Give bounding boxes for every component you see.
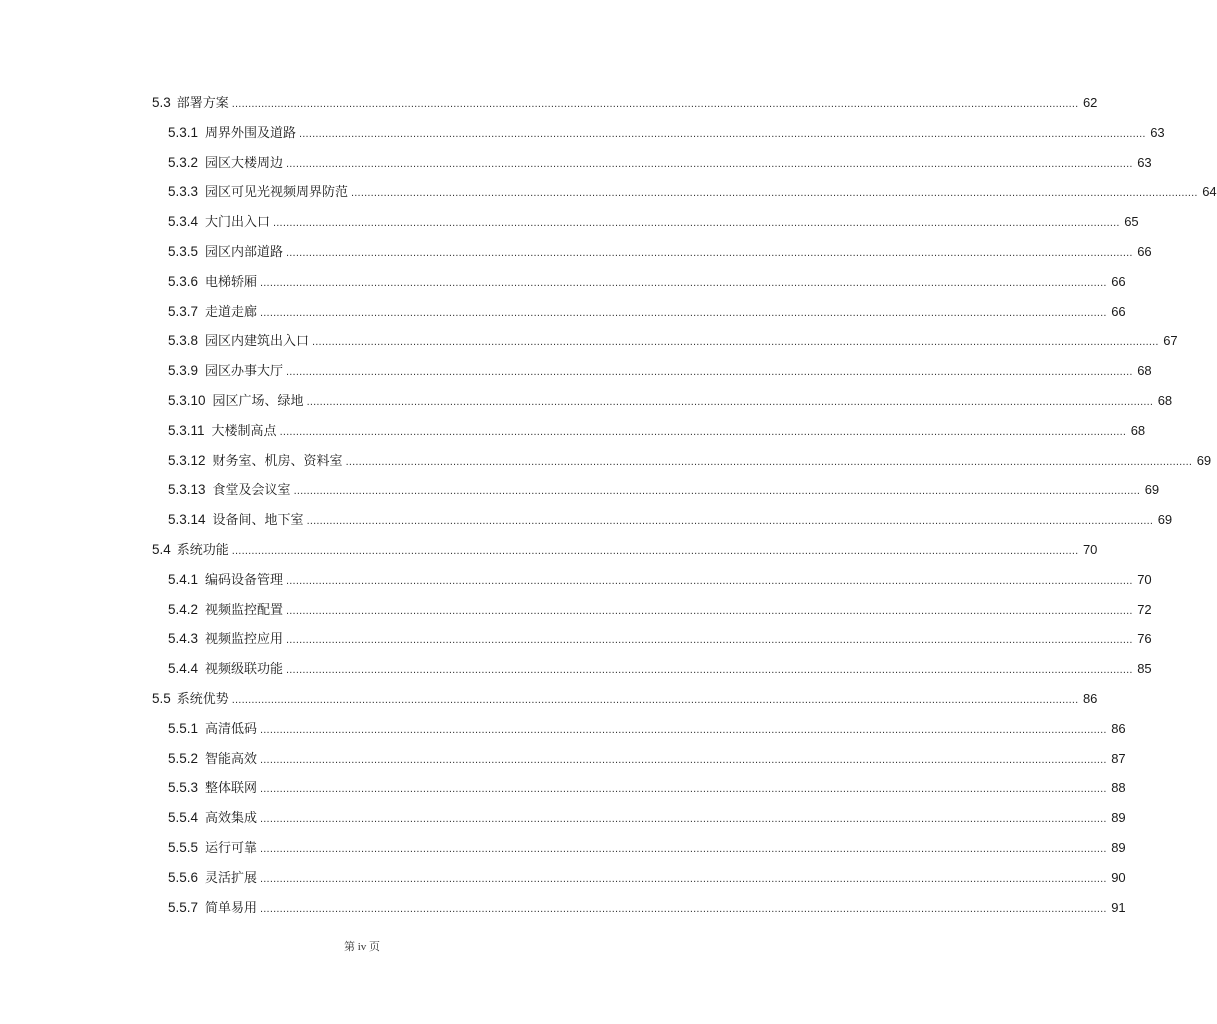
toc-entry-number: 5.3.11 <box>168 422 205 438</box>
toc-leader-dots: .................................................................................................................................................................................................................................................................... <box>286 664 1133 677</box>
toc-entry-page: 70 <box>1082 541 1098 557</box>
toc-entry-number: 5.4.3 <box>168 631 199 647</box>
toc-entry-number: 5.3.7 <box>168 303 199 319</box>
toc-entry[interactable] <box>152 654 1152 684</box>
toc-entry-number: 5.5.5 <box>168 839 199 855</box>
toc-entry[interactable] <box>152 326 1178 356</box>
toc-entry-title: 整体联网 <box>205 781 258 797</box>
toc-entry-page: 63 <box>1137 154 1152 170</box>
toc-leader-dots: .................................................................................................................................................................................................................................................................... <box>286 604 1133 617</box>
toc-leader-dots: .................................................................................................................................................................................................................................................................... <box>279 425 1127 438</box>
toc-entry-number: 5.3 <box>152 95 171 110</box>
toc-entry-title: 食堂及会议室 <box>212 483 291 499</box>
toc-entry-title: 园区可见光视频周界防范 <box>205 185 349 201</box>
toc-entry-title: 园区内建筑出入口 <box>205 334 310 350</box>
toc-entry-title: 高效集成 <box>205 811 258 827</box>
toc-entry-title: 设备间、地下室 <box>212 513 304 529</box>
toc-leader-dots: .................................................................................................................................................................................................................................................................... <box>260 783 1107 796</box>
toc-leader-dots: .................................................................................................................................................................................................................................................................... <box>260 872 1107 885</box>
toc-entry-page: 89 <box>1111 839 1126 855</box>
toc-entry[interactable] <box>152 416 1146 446</box>
toc-entry-page: 86 <box>1082 690 1098 706</box>
toc-entry-page: 63 <box>1150 124 1165 140</box>
toc-leader-dots: .................................................................................................................................................................................................................................................................... <box>231 544 1079 557</box>
toc-entry[interactable] <box>152 565 1152 595</box>
toc-leader-dots: .................................................................................................................................................................................................................................................................... <box>260 753 1107 766</box>
toc-entry-title: 大门出入口 <box>205 215 271 231</box>
toc-leader-dots: .................................................................................................................................................................................................................................................................... <box>345 455 1193 468</box>
toc-entry[interactable] <box>152 356 1152 386</box>
toc-entry-title: 园区内部道路 <box>205 244 284 260</box>
toc-entry[interactable] <box>152 684 1098 714</box>
toc-entry-number: 5.5.4 <box>168 810 199 826</box>
toc-entry-title: 园区广场、绿地 <box>212 393 304 409</box>
toc-leader-dots: .................................................................................................................................................................................................................................................................... <box>306 395 1154 408</box>
toc-entry[interactable] <box>152 744 1126 774</box>
toc-entry[interactable] <box>152 595 1152 625</box>
toc-entry-number: 5.4 <box>152 541 171 557</box>
page-footer: 第 iv 页 <box>343 941 381 953</box>
toc-entry-page: 89 <box>1111 810 1126 826</box>
toc-leader-dots: .................................................................................................................................................................................................................................................................... <box>351 187 1198 200</box>
toc-entry-number: 5.5.7 <box>168 899 199 915</box>
toc-entry[interactable] <box>152 833 1126 863</box>
toc-entry-title: 运行可靠 <box>205 840 258 856</box>
toc-leader-dots: .................................................................................................................................................................................................................................................................... <box>260 842 1107 855</box>
toc-entry-number: 5.3.2 <box>168 154 199 170</box>
toc-entry[interactable] <box>152 297 1126 327</box>
toc-entry-number: 5.3.6 <box>168 273 199 289</box>
toc-leader-dots: .................................................................................................................................................................................................................................................................... <box>286 246 1133 259</box>
toc-entry-number: 5.4.1 <box>168 571 199 587</box>
toc-entry[interactable] <box>152 773 1126 803</box>
toc-entry-title: 系统优势 <box>176 691 229 707</box>
toc-leader-dots: .................................................................................................................................................................................................................................................................... <box>286 574 1133 587</box>
toc-leader-dots: .................................................................................................................................................................................................................................................................... <box>293 485 1141 498</box>
toc-entry[interactable] <box>152 505 1173 535</box>
toc-leader-dots: .................................................................................................................................................................................................................................................................... <box>260 276 1107 289</box>
toc-entry[interactable] <box>152 863 1126 893</box>
toc-leader-dots: .................................................................................................................................................................................................................................................................... <box>299 127 1146 140</box>
toc-leader-dots: .................................................................................................................................................................................................................................................................... <box>260 902 1107 915</box>
toc-entry-title: 园区办事大厅 <box>205 364 284 380</box>
toc-entry[interactable] <box>152 386 1173 416</box>
toc-entry-number: 5.3.4 <box>168 214 199 230</box>
toc-entry-number: 5.5 <box>152 690 171 706</box>
toc-leader-dots: .................................................................................................................................................................................................................................................................... <box>286 157 1133 170</box>
toc-entry-page: 85 <box>1137 661 1152 677</box>
toc-entry-page: 68 <box>1157 392 1173 408</box>
toc-entry[interactable] <box>152 118 1165 148</box>
toc-entry[interactable] <box>152 714 1126 744</box>
toc-leader-dots: .................................................................................................................................................................................................................................................................... <box>273 217 1120 230</box>
toc-entry[interactable] <box>152 475 1160 505</box>
toc-entry-page: 66 <box>1111 273 1126 289</box>
toc-entry-number: 5.5.2 <box>168 750 199 766</box>
toc-entry-page: 69 <box>1157 512 1173 528</box>
toc-entry-number: 5.3.12 <box>168 452 206 468</box>
toc-entry[interactable] <box>152 88 1098 118</box>
table-of-contents <box>152 88 1217 922</box>
toc-entry-page: 70 <box>1137 571 1152 587</box>
toc-entry-number: 5.3.14 <box>168 512 206 528</box>
toc-leader-dots: .................................................................................................................................................................................................................................................................... <box>312 336 1159 349</box>
toc-entry-title: 高清低码 <box>205 721 258 737</box>
toc-entry-number: 5.4.2 <box>168 601 199 617</box>
toc-entry-page: 65 <box>1124 214 1139 230</box>
toc-entry-page: 76 <box>1137 631 1152 647</box>
toc-leader-dots: .................................................................................................................................................................................................................................................................... <box>286 634 1133 647</box>
toc-leader-dots: .................................................................................................................................................................................................................................................................... <box>260 306 1107 319</box>
toc-entry-page: 66 <box>1137 243 1152 259</box>
toc-entry-title: 智能高效 <box>205 751 258 767</box>
toc-entry-page: 66 <box>1111 303 1126 319</box>
toc-leader-dots: .................................................................................................................................................................................................................................................................... <box>286 366 1133 379</box>
toc-entry-number: 5.3.1 <box>168 124 199 140</box>
toc-leader-dots: .................................................................................................................................................................................................................................................................... <box>306 515 1154 528</box>
toc-entry-page: 68 <box>1137 363 1152 379</box>
toc-entry-page: 68 <box>1130 422 1146 438</box>
toc-entry-title: 财务室、机房、资料室 <box>212 453 343 469</box>
toc-entry-title: 灵活扩展 <box>205 870 258 886</box>
toc-entry[interactable] <box>152 624 1152 654</box>
toc-entry-title: 部署方案 <box>176 96 229 111</box>
toc-leader-dots: .................................................................................................................................................................................................................................................................... <box>231 693 1079 706</box>
toc-entry-title: 走道走廊 <box>205 304 258 320</box>
toc-entry-title: 系统功能 <box>176 542 229 558</box>
toc-entry[interactable] <box>152 446 1212 476</box>
toc-entry-number: 5.3.5 <box>168 243 199 259</box>
toc-entry-title: 大楼制高点 <box>211 423 277 439</box>
toc-entry-page: 87 <box>1111 750 1126 766</box>
toc-entry-page: 72 <box>1137 601 1152 617</box>
toc-entry[interactable] <box>152 148 1152 178</box>
toc-entry-page: 69 <box>1144 482 1160 498</box>
toc-entry-title: 周界外围及道路 <box>205 125 297 141</box>
toc-entry-number: 5.3.3 <box>168 184 199 200</box>
toc-leader-dots: .................................................................................................................................................................................................................................................................... <box>231 98 1079 110</box>
toc-entry-page: 67 <box>1163 333 1178 349</box>
toc-entry-title: 视频监控配置 <box>205 602 284 618</box>
toc-entry[interactable] <box>152 803 1126 833</box>
toc-entry-page: 88 <box>1111 780 1126 796</box>
toc-entry-page: 64 <box>1202 184 1217 200</box>
toc-entry-number: 5.3.10 <box>168 392 206 408</box>
toc-entry-number: 5.5.1 <box>168 720 199 736</box>
toc-entry-title: 编码设备管理 <box>205 572 284 588</box>
toc-entry[interactable] <box>152 893 1126 923</box>
toc-entry-number: 5.4.4 <box>168 661 199 677</box>
toc-entry-title: 电梯轿厢 <box>205 274 258 290</box>
toc-entry-title: 视频监控应用 <box>205 632 284 648</box>
toc-entry-page: 62 <box>1082 95 1098 110</box>
toc-leader-dots: .................................................................................................................................................................................................................................................................... <box>260 813 1107 826</box>
toc-entry-title: 简单易用 <box>205 900 258 916</box>
toc-entry[interactable] <box>152 177 1217 207</box>
toc-entry-number: 5.5.3 <box>168 780 199 796</box>
toc-entry[interactable] <box>152 237 1152 267</box>
toc-entry-page: 69 <box>1196 452 1212 468</box>
toc-leader-dots: .................................................................................................................................................................................................................................................................... <box>260 723 1107 736</box>
toc-entry-page: 91 <box>1111 899 1126 915</box>
toc-entry[interactable] <box>152 535 1098 565</box>
toc-entry[interactable] <box>152 267 1126 297</box>
toc-entry-page: 90 <box>1111 869 1126 885</box>
toc-entry-page: 86 <box>1111 720 1126 736</box>
toc-entry-number: 5.3.13 <box>168 482 206 498</box>
toc-entry-title: 视频级联功能 <box>205 662 284 678</box>
toc-entry-number: 5.3.8 <box>168 333 199 349</box>
toc-entry-number: 5.3.9 <box>168 363 199 379</box>
toc-entry[interactable] <box>152 207 1139 237</box>
toc-entry-number: 5.5.6 <box>168 869 199 885</box>
toc-entry-title: 园区大楼周边 <box>205 155 284 171</box>
